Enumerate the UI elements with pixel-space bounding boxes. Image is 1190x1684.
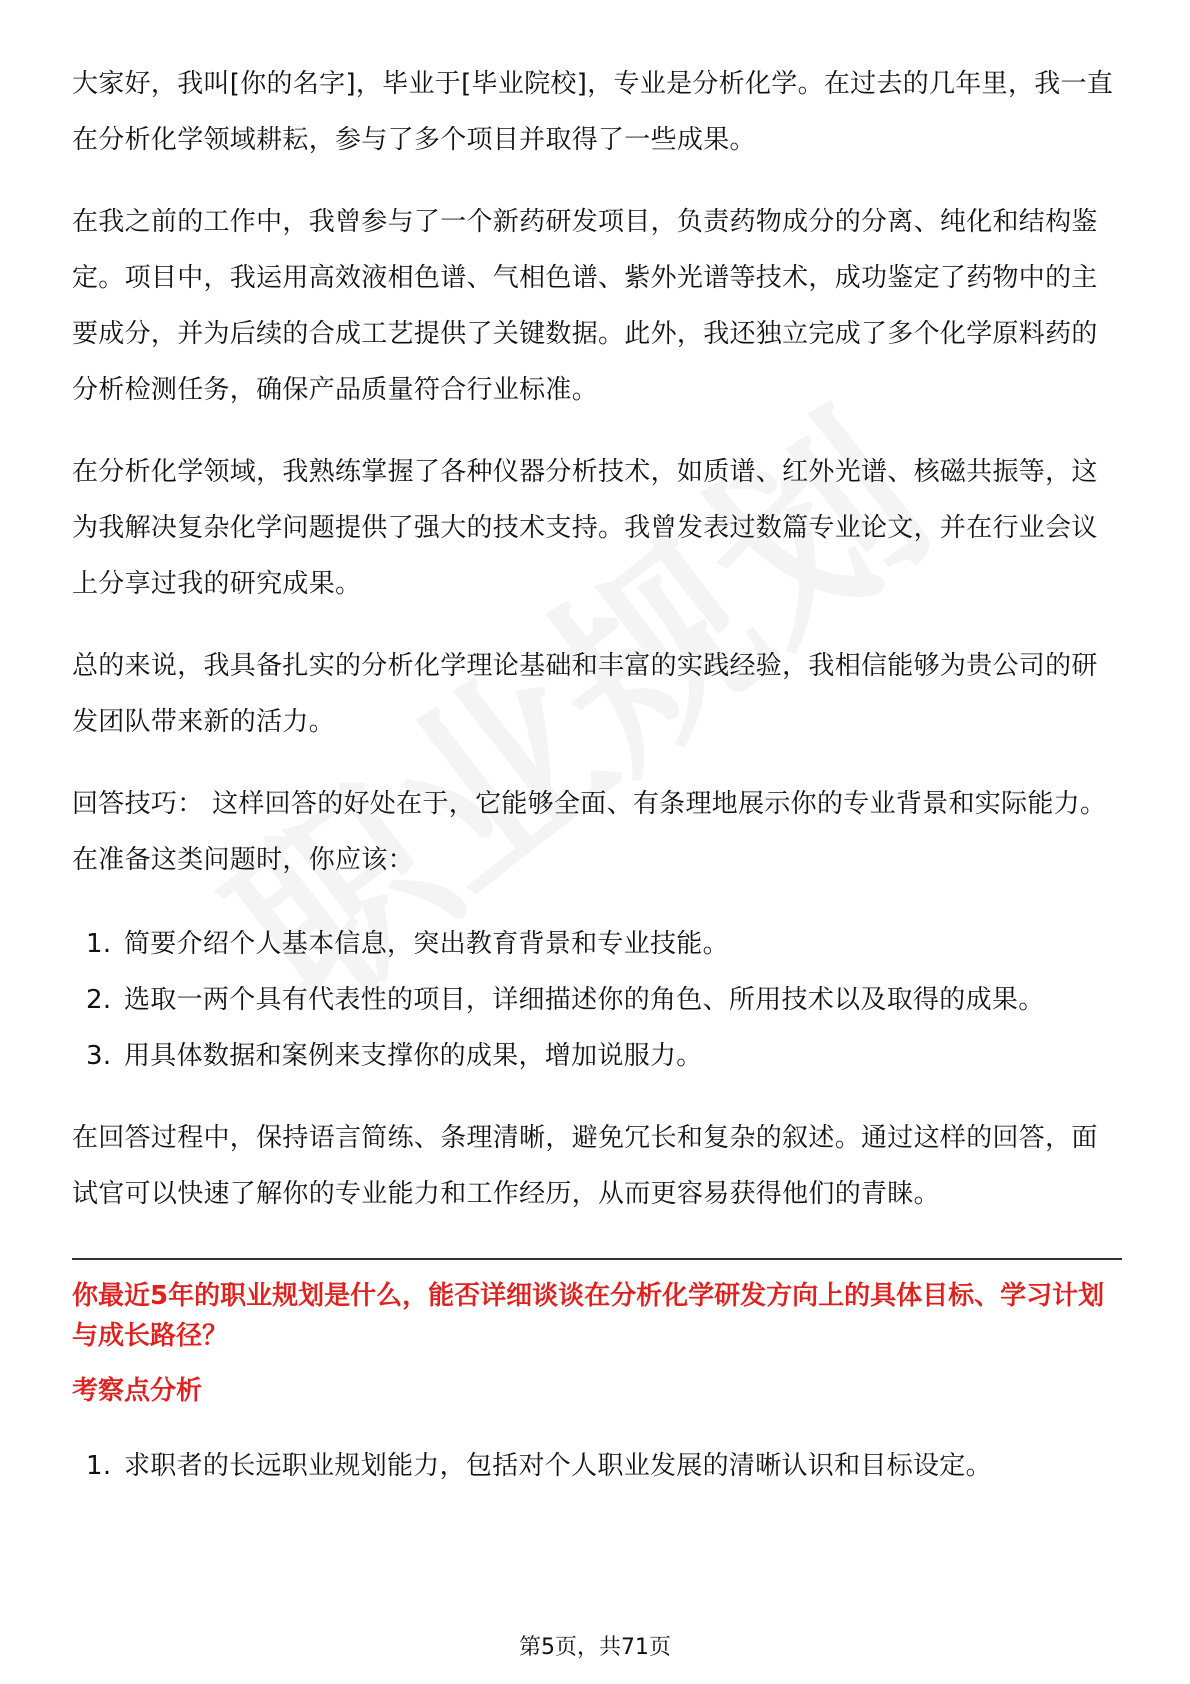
- list-item-number: 1.: [86, 929, 112, 959]
- list-item-text: 简要介绍个人基本信息，突出教育背景和专业技能。: [124, 929, 729, 959]
- list-item-number: 2.: [86, 985, 112, 1015]
- section-divider: [72, 1258, 1122, 1260]
- paragraph-skills: 在分析化学领域，我熟练掌握了各种仪器分析技术，如质谱、红外光谱、核磁共振等，这为我解决复杂化学问题提供了强大的技术支持。我曾发表过数篇专业论文，并在行业会议上分享过我的研究成果。: [72, 457, 1098, 599]
- question-heading: 你最近5年的职业规划是什么，能否详细谈谈在分析化学研发方向上的具体目标、学习计划与成长路径？: [72, 1281, 1105, 1351]
- list-item: [72, 972, 1122, 1028]
- page-footer: 第5页，共71页: [519, 1635, 671, 1660]
- list-item-text: 求职者的长远职业规划能力，包括对个人职业发展的清晰认识和目标设定。: [124, 1451, 992, 1481]
- paragraph-intro: 大家好，我叫[你的名字]，毕业于[毕业院校]，专业是分析化学。在过去的几年里，我一直在分析化学领域耕耘，参与了多个项目并取得了一些成果。: [72, 69, 1114, 155]
- list-item-text: 选取一两个具有代表性的项目，详细描述你的角色、所用技术以及取得的成果。: [124, 985, 1045, 1015]
- list-item: [72, 1028, 1122, 1084]
- list-item-number: 1.: [86, 1451, 112, 1481]
- paragraph-summary: 总的来说，我具备扎实的分析化学理论基础和丰富的实践经验，我相信能够为贵公司的研发团队带来新的活力。: [72, 651, 1098, 737]
- analysis-list: [72, 1438, 1122, 1494]
- analysis-heading: 考察点分析: [72, 1376, 203, 1406]
- list-item: [72, 916, 1122, 972]
- list-item: [72, 1438, 1122, 1494]
- paragraph-closing: 在回答过程中，保持语言简练、条理清晰，避免冗长和复杂的叙述。通过这样的回答，面试官可以快速了解你的专业能力和工作经历，从而更容易获得他们的青睐。: [72, 1123, 1098, 1209]
- paragraph-tips: 回答技巧： 这样回答的好处在于，它能够全面、有条理地展示你的专业背景和实际能力。在准备这类问题时，你应该：: [72, 789, 1107, 875]
- tips-list: [72, 916, 1122, 1084]
- list-item-number: 3.: [86, 1041, 112, 1071]
- paragraph-project: 在我之前的工作中，我曾参与了一个新药研发项目，负责药物成分的分离、纯化和结构鉴定。项目中，我运用高效液相色谱、气相色谱、紫外光谱等技术，成功鉴定了药物中的主要成分，并为后续的合成工艺提供了关键数据。此外，我还独立完成了多个化学原料药的分析检测任务，确保产品质量符合行业标准。: [72, 207, 1098, 405]
- document-body: [72, 56, 1122, 1520]
- list-item-text: 用具体数据和案例来支撑你的成果，增加说服力。: [124, 1041, 703, 1071]
